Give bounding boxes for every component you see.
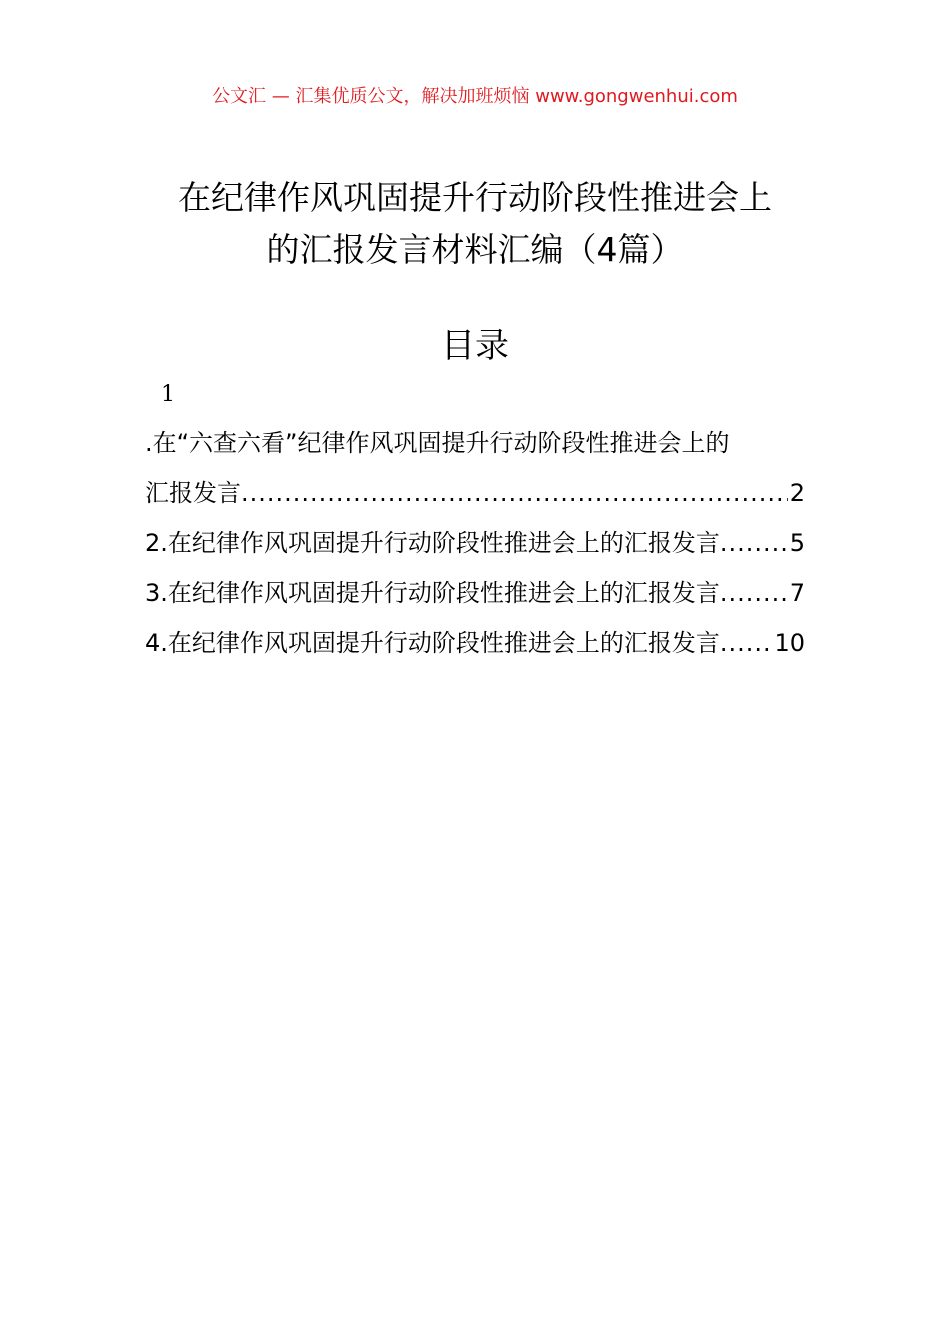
toc-entry-1-title-cont: 汇报发言 xyxy=(145,479,241,507)
site-banner: 公文汇 — 汇集优质公文，解决加班烦恼 www.gongwenhui.com xyxy=(212,86,738,107)
toc-leader-dots xyxy=(720,518,788,568)
title-line-1: 在纪律作风巩固提升行动阶段性推进会上 xyxy=(178,178,772,217)
toc-entry-1-page: 2 xyxy=(789,479,805,507)
toc-entry-3[interactable] xyxy=(145,568,805,618)
toc-entry-1-line-1[interactable] xyxy=(145,418,805,468)
document-title xyxy=(120,172,830,276)
toc-entry-3-page: 7 xyxy=(789,579,805,607)
toc-leader-dots xyxy=(720,618,773,668)
title-line-2: 的汇报发言材料汇编（4篇） xyxy=(266,230,684,269)
toc-entry-2[interactable] xyxy=(145,518,805,568)
toc-heading: 目录 xyxy=(441,326,509,366)
toc-entry-2-title: 2.在纪律作风巩固提升行动阶段性推进会上的汇报发言 xyxy=(145,529,720,557)
toc-entry-1-number: 1 xyxy=(161,382,175,407)
toc-leader-dots xyxy=(241,468,788,518)
toc-entry-4-page: 10 xyxy=(774,629,805,657)
toc-entry-1-line-2[interactable] xyxy=(145,468,805,518)
toc-entry-4-title: 4.在纪律作风巩固提升行动阶段性推进会上的汇报发言 xyxy=(145,629,720,657)
toc-entry-4[interactable] xyxy=(145,618,805,668)
toc-entry-3-title: 3.在纪律作风巩固提升行动阶段性推进会上的汇报发言 xyxy=(145,579,720,607)
table-of-contents xyxy=(145,380,805,668)
toc-leader-dots xyxy=(720,568,788,618)
toc-entry-1-title: .在“六查六看”纪律作风巩固提升行动阶段性推进会上的 xyxy=(145,429,730,457)
toc-entry-2-page: 5 xyxy=(789,529,805,557)
